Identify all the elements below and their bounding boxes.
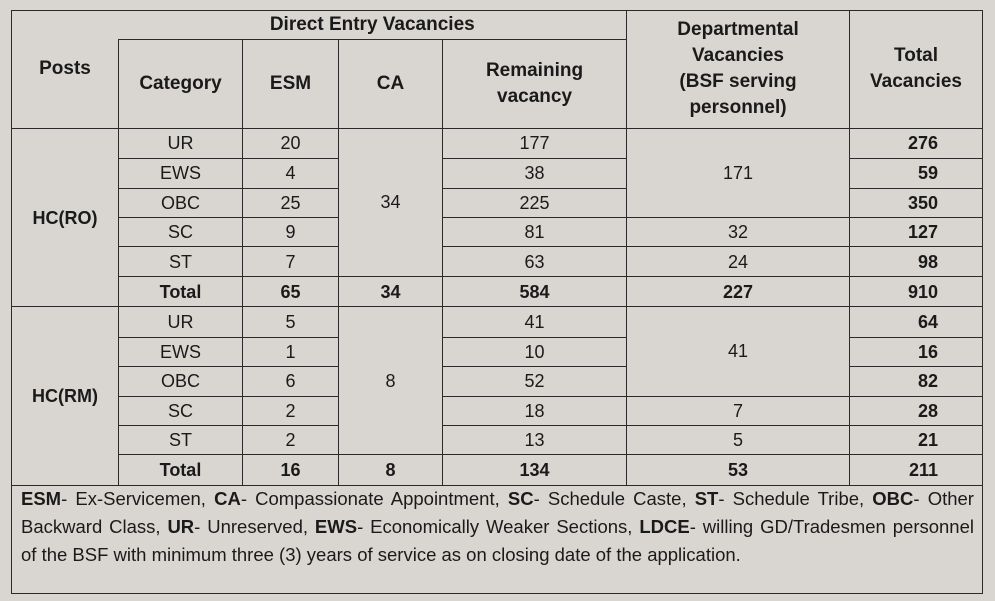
remaining-total: 134	[443, 455, 627, 486]
ca-cell: 8	[339, 307, 443, 455]
dept-cell: 171	[627, 128, 850, 217]
esm-cell: 2	[243, 396, 339, 425]
remaining-total: 584	[443, 276, 627, 306]
category-cell: UR	[119, 307, 243, 337]
remaining-cell: 63	[443, 247, 627, 276]
remaining-cell: 10	[443, 337, 627, 366]
total-cell: 98	[850, 247, 983, 276]
table-row	[12, 247, 983, 276]
header-ca: CA	[339, 40, 443, 128]
dept-cell: 5	[627, 425, 850, 454]
esm-cell: 9	[243, 218, 339, 247]
legend-abbr: EWS	[314, 516, 358, 537]
legend-desc: - Schedule Tribe,	[718, 488, 873, 509]
category-cell: UR	[119, 128, 243, 158]
legend-desc: - Other Backward Class,	[21, 488, 974, 537]
post-hc-ro: HC(RO)	[12, 128, 119, 307]
legend-abbr: SC	[507, 488, 534, 509]
esm-total: 65	[243, 276, 339, 306]
header-posts: Posts	[12, 11, 119, 129]
remaining-cell: 177	[443, 128, 627, 158]
esm-cell: 20	[243, 128, 339, 158]
category-cell: EWS	[119, 159, 243, 188]
legend-abbr: CA	[214, 488, 241, 509]
total-cell: 64	[850, 307, 983, 337]
category-cell: SC	[119, 218, 243, 247]
dept-cell: 24	[627, 247, 850, 276]
dept-total: 53	[627, 455, 850, 486]
remaining-cell: 13	[443, 425, 627, 454]
legend-desc: - Economically Weaker Sections,	[357, 516, 640, 537]
table-row	[12, 128, 983, 158]
legend-desc: - willing GD/Tradesmen personnel of the BSF with minimum three (3) years of service as on closing date of the application.	[21, 516, 974, 565]
total-cell: 59	[850, 159, 983, 188]
category-cell: OBC	[119, 367, 243, 396]
legend-desc: - Compassionate Appointment,	[240, 488, 508, 509]
legend-abbr: LDCE	[639, 516, 690, 537]
table-row	[12, 425, 983, 454]
header-direct-entry: Direct Entry Vacancies	[119, 11, 627, 40]
esm-cell: 4	[243, 159, 339, 188]
total-label: Total	[119, 455, 243, 486]
remaining-cell: 52	[443, 367, 627, 396]
table-row	[12, 218, 983, 247]
esm-cell: 1	[243, 337, 339, 366]
category-cell: EWS	[119, 337, 243, 366]
category-cell: OBC	[119, 188, 243, 217]
esm-cell: 2	[243, 425, 339, 454]
grand-total: 910	[850, 276, 983, 306]
legend-abbr: ST	[694, 488, 719, 509]
table-row	[12, 396, 983, 425]
total-cell: 276	[850, 128, 983, 158]
dept-cell: 41	[627, 307, 850, 396]
total-cell: 28	[850, 396, 983, 425]
dept-total: 227	[627, 276, 850, 306]
legend-abbr: OBC	[872, 488, 914, 509]
abbreviation-legend	[11, 485, 983, 594]
legend-desc: - Unreserved,	[194, 516, 315, 537]
post-hc-rm: HC(RM)	[12, 307, 119, 486]
ca-total: 8	[339, 455, 443, 486]
esm-cell: 7	[243, 247, 339, 276]
esm-cell: 5	[243, 307, 339, 337]
esm-total: 16	[243, 455, 339, 486]
remaining-cell: 225	[443, 188, 627, 217]
legend-desc: - Ex-Servicemen,	[61, 488, 215, 509]
esm-cell: 6	[243, 367, 339, 396]
dept-cell: 32	[627, 218, 850, 247]
category-cell: ST	[119, 425, 243, 454]
total-cell: 21	[850, 425, 983, 454]
table-total-row	[12, 455, 983, 486]
ca-total: 34	[339, 276, 443, 306]
total-cell: 127	[850, 218, 983, 247]
legend-abbr: ESM	[21, 488, 62, 509]
total-label: Total	[119, 276, 243, 306]
header-esm: ESM	[243, 40, 339, 128]
ca-cell: 34	[339, 128, 443, 276]
header-departmental: Departmental Vacancies (BSF serving personnel)	[627, 11, 850, 129]
total-cell: 82	[850, 367, 983, 396]
category-cell: SC	[119, 396, 243, 425]
esm-cell: 25	[243, 188, 339, 217]
remaining-cell: 41	[443, 307, 627, 337]
table-total-row	[12, 276, 983, 306]
vacancy-table	[11, 10, 983, 486]
remaining-cell: 18	[443, 396, 627, 425]
total-cell: 350	[850, 188, 983, 217]
category-cell: ST	[119, 247, 243, 276]
legend-desc: - Schedule Caste,	[533, 488, 695, 509]
total-cell: 16	[850, 337, 983, 366]
dept-cell: 7	[627, 396, 850, 425]
header-category: Category	[119, 40, 243, 128]
grand-total: 211	[850, 455, 983, 486]
table-row	[12, 307, 983, 337]
header-total-vacancies: Total Vacancies	[850, 11, 983, 129]
remaining-cell: 38	[443, 159, 627, 188]
header-remaining: Remaining vacancy	[443, 40, 627, 128]
legend-abbr: UR	[167, 516, 195, 537]
remaining-cell: 81	[443, 218, 627, 247]
